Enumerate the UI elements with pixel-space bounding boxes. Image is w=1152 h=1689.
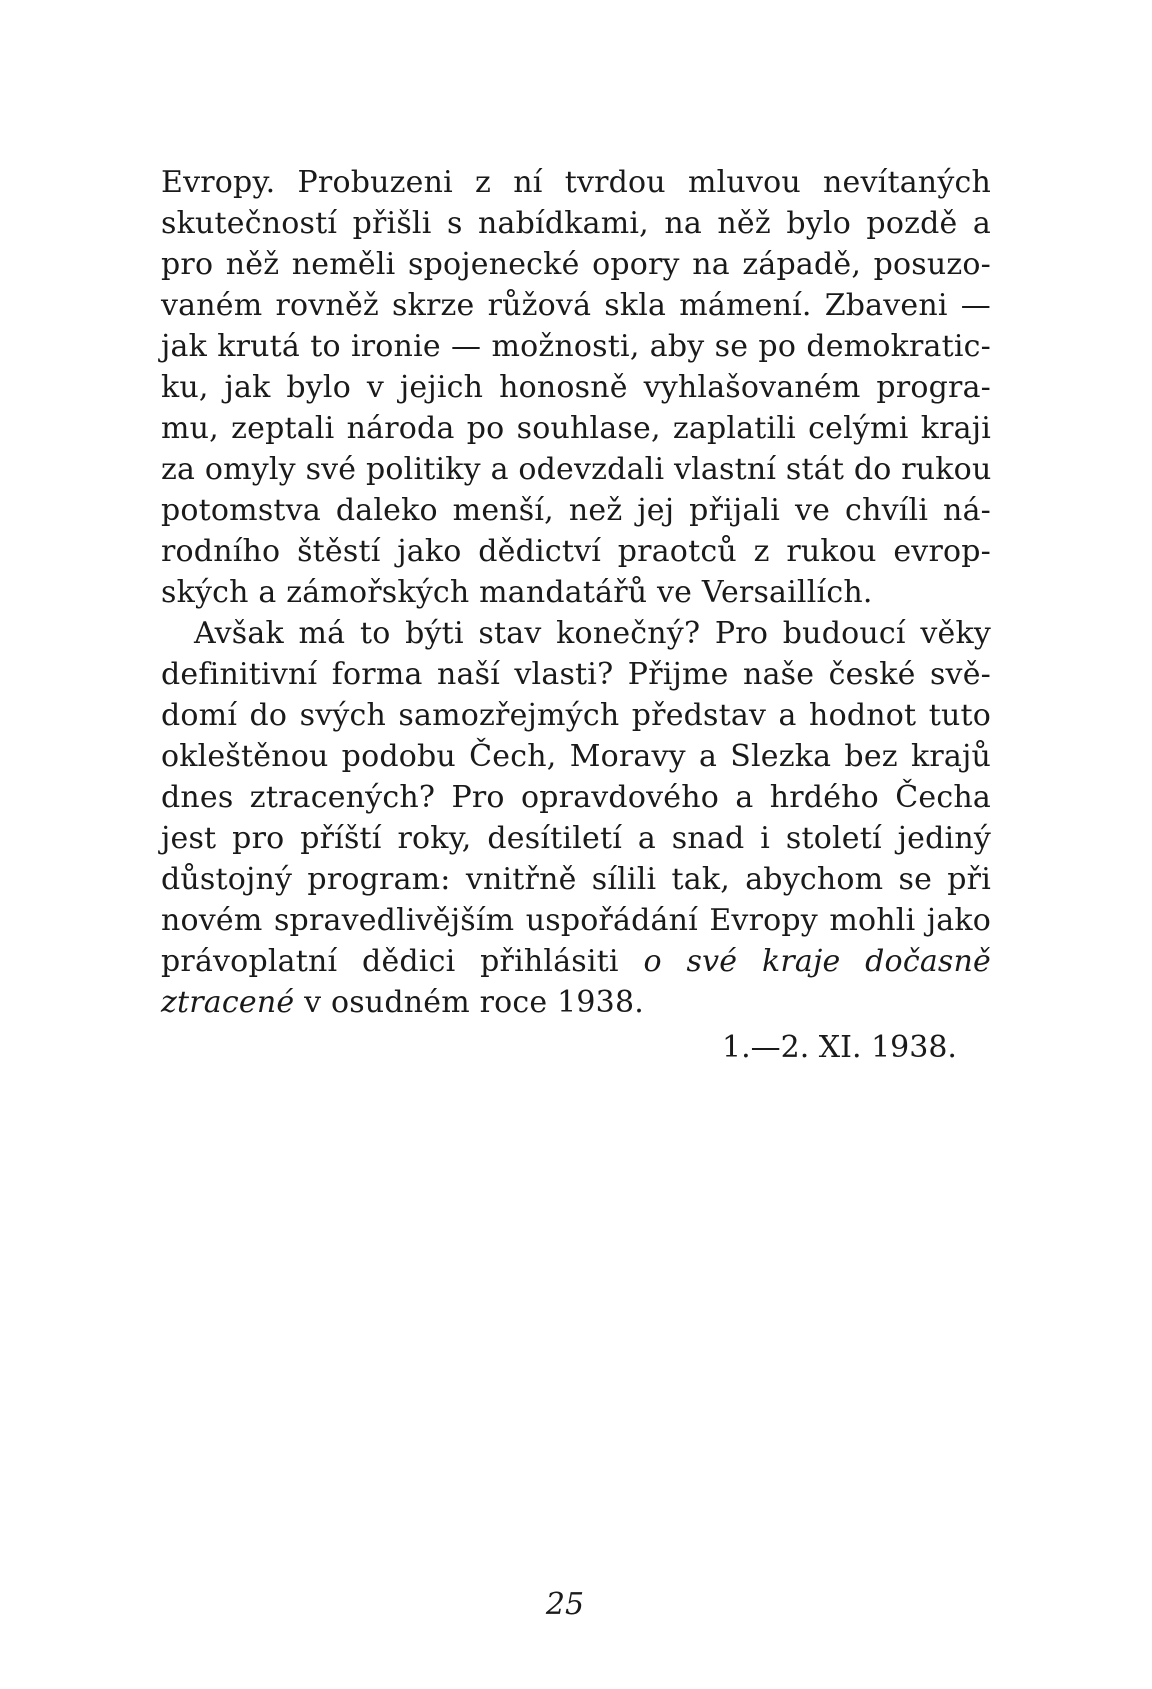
text-line-10: rodního štěstí jako dědictví praotců z rukou evrop- — [161, 534, 991, 569]
text-line-15: okleštěnou podobu Čech, Moravy a Slezka bez krajů — [161, 739, 991, 774]
text-line-21 — [161, 983, 991, 1023]
text-line-18: důstojný program: vnitřně sílili tak, abychom se při — [161, 862, 991, 897]
text-line-2: skutečností přišli s nabídkami, na něž bylo pozdě a — [161, 206, 991, 241]
text-line-11: ských a zámořských mandatářů ve Versaillích. — [161, 575, 873, 610]
text-line-12: Avšak má to býti stav konečný? Pro budoucí věky — [194, 616, 991, 651]
text-line-20-plain: právoplatní dědici přihlásiti — [161, 944, 619, 979]
text-line-16: dnes ztracených? Pro opravdového a hrdého Čecha — [161, 780, 991, 815]
text-line-6: ku, jak bylo v jejich honosně vyhlašovaném progra- — [161, 370, 991, 405]
text-line-4: vaném rovněž skrze růžová skla mámení. Zbaveni — — [161, 288, 991, 323]
text-line-21-plain: v osudném roce 1938. — [294, 985, 644, 1020]
text-line-9: potomstva daleko menší, než jej přijali ve chvíli ná- — [161, 493, 991, 528]
date-line: 1.—2. XI. 1938. — [722, 1030, 957, 1065]
text-line-14: domí do svých samozřejmých představ a hodnot tuto — [161, 698, 991, 733]
text-line-5: jak krutá to ironie — možnosti, aby se po demokratic- — [161, 329, 991, 364]
text-line-13: definitivní forma naší vlasti? Přijme naše české svě- — [161, 657, 991, 692]
text-line-3: pro něž neměli spojenecké opory na západě, posuzo- — [161, 247, 991, 282]
page-number: 25 — [545, 1587, 585, 1622]
text-line-19: novém spravedlivějším uspořádání Evropy mohli jako — [161, 903, 991, 938]
text-line-8: za omyly své politiky a odevzdali vlastní stát do rukou — [161, 452, 992, 487]
text-line-21-italic: ztracené — [161, 985, 295, 1020]
text-line-1: Evropy. Probuzeni z ní tvrdou mluvou nevítaných — [161, 165, 991, 200]
text-line-17: jest pro příští roky, desítiletí a snad i století jediný — [161, 821, 991, 856]
text-line-7: mu, zeptali národa po souhlase, zaplatili celými kraji — [161, 411, 991, 446]
text-line-20 — [161, 942, 991, 982]
text-line-20-italic: o své kraje dočasně — [643, 944, 991, 979]
